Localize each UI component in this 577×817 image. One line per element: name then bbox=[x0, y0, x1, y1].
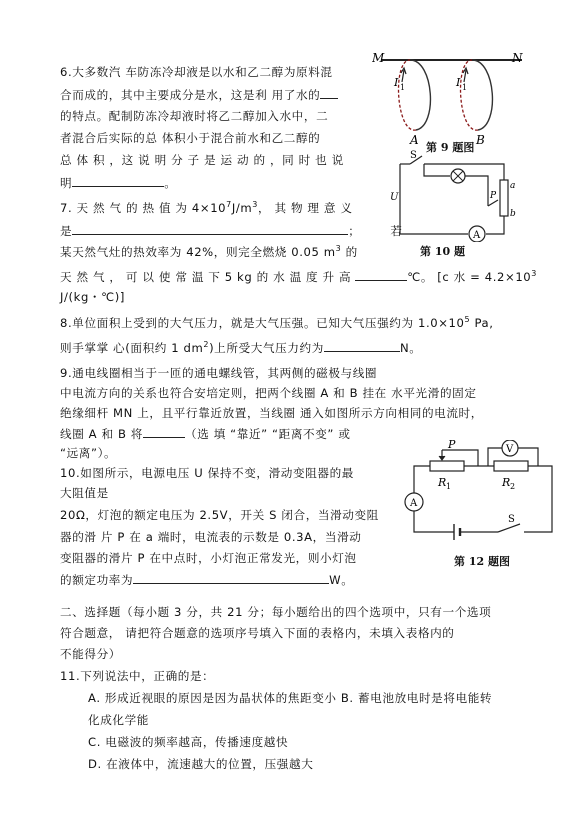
q10-line-5: 变阻器的滑片 P 在中点时，小灯泡正常发光，则小灯泡 bbox=[60, 551, 357, 565]
coil-b-back bbox=[461, 60, 478, 130]
q10-line-6: 的额定功率为 W。 bbox=[60, 573, 354, 587]
label-p: P bbox=[448, 440, 456, 451]
q7-line-4: 天 然 气 ， 可 以 使 常 温 下 5 kg 的 水 温 度 升 高 ℃。 [c 水 = $4.2\times 10^3$ bbox=[60, 269, 537, 284]
coil-a-back bbox=[399, 60, 416, 130]
switch-s-12 bbox=[498, 524, 520, 532]
label-r1: R bbox=[438, 476, 447, 489]
q9-line-1: 9.通电线圈相当于一匝的通电螺线管，其两侧的磁极与线圈 bbox=[60, 366, 378, 380]
q8-blank[interactable] bbox=[324, 340, 400, 352]
q9-line-3: 绝缘细杆 MN 上，且平行靠近放置，当线圈 通入如图所示方向相同的电流时， bbox=[60, 406, 483, 420]
q6-line-5: 总 体 积 ，这 说 明 分 子 是 运 动 的 ，同 时 也 说 bbox=[60, 153, 344, 167]
q6-line-4: 者混合后实际的总 体积小于混合前水和乙二醇的 bbox=[60, 131, 321, 145]
q7-line-5: J/(kg・℃)] bbox=[60, 290, 125, 304]
label-r2: R bbox=[502, 476, 511, 489]
figure-10-caption: 第 10 题 bbox=[420, 245, 465, 258]
label-b-end: b bbox=[510, 209, 516, 219]
q9-line-4: 线圈 A 和 B 将 （选 填 “靠近” “距离不变” 或 bbox=[60, 427, 351, 441]
label-s: S bbox=[508, 514, 515, 525]
section-2-line-1: 二、选择题（每小题 3 分，共 21 分；每小题给出的四个选项中，只有一个选项 bbox=[60, 605, 492, 619]
resistor-r1 bbox=[430, 461, 464, 471]
q9-line-2: 中电流方向的关系也符合安培定则，把两个线圈 A 和 B 挂在 水平光滑的固定 bbox=[60, 386, 477, 400]
q6-blank-1[interactable] bbox=[320, 87, 338, 99]
q7-line-2: 是 ； 若 bbox=[60, 224, 403, 238]
label-u: U bbox=[390, 192, 399, 203]
ammeter-label: A bbox=[410, 498, 418, 509]
q7-line-3: 某天然气灶的热效率为 42%，则完全燃烧 0.05 $m^3$ 的 bbox=[60, 244, 358, 259]
q10-line-1: 10.如图所示，电源电压 U 保持不变，滑动变阻器的最 bbox=[60, 466, 354, 480]
label-n: N bbox=[512, 51, 523, 65]
label-a-end: a bbox=[510, 181, 516, 191]
q7-line-1: 7. 天 然 气 的 热 值 为 $4\times 10^7J/m^3$， 其 物 理 意 义 bbox=[60, 200, 353, 215]
q10-line-3: 20Ω，灯泡的额定电压为 2.5V，开关 S 闭合，当滑动变阻 bbox=[60, 508, 379, 522]
q6-line-6: 明 。 bbox=[60, 176, 177, 190]
q7-blank-2[interactable] bbox=[355, 269, 407, 281]
figure-12-circuit bbox=[402, 440, 560, 540]
q10-line-4: 器的滑 片 P 在 a 端时，电流表的示数是 0.3A，当滑动 bbox=[60, 530, 362, 544]
label-s: S bbox=[410, 150, 417, 161]
q8-line-2: 则手掌掌 心(面积约 1 $dm^2$)上所受大气压力约为 N。 bbox=[60, 340, 422, 355]
q6-line-3: 的特点。配制防冻冷却液时将乙二醇加入水中，二 bbox=[60, 109, 329, 123]
label-r2-sub: 2 bbox=[510, 482, 516, 491]
rheostat bbox=[500, 180, 508, 216]
q10-line-2: 大阻值是 bbox=[60, 486, 109, 500]
section-2-line-2: 符合题意， 请把符合题意的选项序号填入下面的表格内，未填入表格内的 bbox=[60, 626, 455, 640]
q6-line-1: 6.大多数汽 车防冻冷却液是以水和乙二醇为原料混 bbox=[60, 65, 333, 79]
ammeter-label: A bbox=[473, 230, 481, 241]
q7-blank-1[interactable] bbox=[72, 223, 348, 235]
figure-12-caption: 第 12 题图 bbox=[454, 555, 510, 568]
q11-stem: 11.下列说法中，正确的是： bbox=[60, 669, 215, 683]
coil-a-front bbox=[410, 60, 430, 130]
voltmeter-label: V bbox=[506, 444, 514, 455]
label-i1-b-sub: 1 bbox=[462, 83, 468, 92]
label-i1-b: I bbox=[456, 76, 461, 89]
label-p: P bbox=[490, 191, 497, 201]
q6-blank-2[interactable] bbox=[72, 175, 164, 187]
q9-blank[interactable] bbox=[143, 426, 185, 438]
label-m: M bbox=[372, 51, 385, 65]
label-a: A bbox=[410, 133, 419, 147]
q8-line-1: 8.单位面积上受到的大气压力，就是大气压强。已知大气压强约为 $1.0\times 10^5$ Pa, bbox=[60, 315, 494, 330]
coil-b-front bbox=[472, 60, 492, 130]
q6-line-2: 合而成的，其中主要成分是水，这是利 用了水的 bbox=[60, 87, 338, 103]
label-b: B bbox=[476, 133, 485, 147]
q11-option-c[interactable]: C. 电磁波的频率越高，传播速度越快 bbox=[88, 735, 289, 749]
figure-9-caption: 第 9 题图 bbox=[426, 141, 475, 154]
figure-10-circuit bbox=[388, 150, 522, 242]
q11-option-a-cont: 化成化学能 bbox=[88, 713, 149, 727]
label-i1-a: I bbox=[394, 76, 399, 89]
label-i1-a-sub: 1 bbox=[400, 83, 406, 92]
q11-option-d[interactable]: D. 在液体中，流速越大的位置，压强越大 bbox=[88, 757, 314, 771]
q11-option-a[interactable]: A. 形成近视眼的原因是因为晶状体的焦距变小 B. 蓄电池放电时是将电能转 bbox=[88, 691, 493, 705]
resistor-r2 bbox=[494, 461, 528, 471]
section-2-line-3: 不能得分） bbox=[60, 647, 121, 661]
q9-line-5: “远离”）。 bbox=[60, 446, 117, 460]
q10-blank[interactable] bbox=[133, 572, 329, 584]
label-r1-sub: 1 bbox=[446, 482, 452, 491]
